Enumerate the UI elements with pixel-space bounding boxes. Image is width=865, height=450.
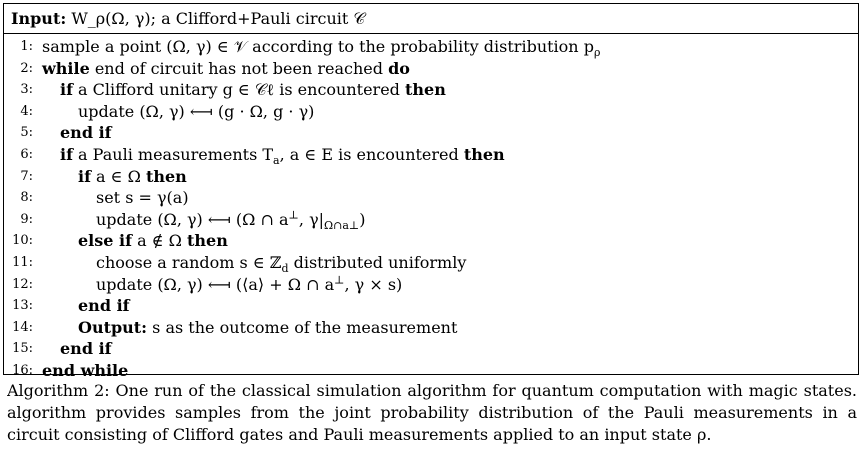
line-code xyxy=(42,36,600,58)
code-text: ⊥ xyxy=(334,273,345,287)
keyword: else if xyxy=(78,231,132,251)
caption-line-1: Algorithm 2: One run of the classical simulation algorithm for quantum computation with magic states. xyxy=(7,381,857,400)
code-text: a ∈ Ω xyxy=(90,166,146,186)
keyword: then xyxy=(405,80,446,100)
keyword: if xyxy=(78,166,91,186)
keyword: then xyxy=(463,145,505,164)
input-label: Input: xyxy=(11,9,67,28)
top-rule xyxy=(4,33,858,34)
keyword: while xyxy=(42,58,90,78)
line-code xyxy=(60,338,112,360)
algorithm-line xyxy=(4,187,854,209)
keyword: if xyxy=(60,80,73,100)
code-text: s as the outcome of the measurement xyxy=(147,317,458,337)
keyword: end if xyxy=(60,123,112,143)
algorithm-line xyxy=(4,274,854,296)
code-text: a Clifford unitary g ∈ 𝒞ℓ is encountered xyxy=(72,80,406,100)
keyword: then xyxy=(145,166,187,186)
code-text: set s = γ(a) xyxy=(96,188,189,208)
keyword: end while xyxy=(42,361,129,380)
code-text: , a ∈ E is encountered xyxy=(279,145,464,164)
keyword: do xyxy=(388,58,410,78)
algorithm-line xyxy=(4,338,854,360)
line-number: 4: xyxy=(20,103,33,119)
caption-line-2: algorithm provides samples from the joint probability distribution of the Pauli measurements in a xyxy=(7,403,857,422)
line-number: 8: xyxy=(20,190,33,206)
line-code xyxy=(96,252,466,274)
code-text: sample a point (Ω, γ) ∈ 𝒱 according to the probability distribution p xyxy=(42,37,594,56)
code-text: ⊥ xyxy=(288,208,299,222)
line-code xyxy=(96,187,189,209)
line-code xyxy=(78,230,228,252)
line-code xyxy=(42,360,128,382)
code-text: d xyxy=(281,262,289,276)
line-code xyxy=(78,101,314,123)
line-number: 10: xyxy=(12,233,33,249)
algorithm-line xyxy=(4,360,854,382)
line-number: 11: xyxy=(12,255,33,270)
algorithm-line xyxy=(4,166,854,188)
algorithm-box xyxy=(3,3,859,380)
keyword: end if xyxy=(78,296,130,316)
code-text: , γ| xyxy=(298,209,325,229)
algorithm-line xyxy=(4,79,854,101)
code-text: update (Ω, γ) ⟻ (⟨a⟩ + Ω ∩ a xyxy=(96,274,335,294)
line-code xyxy=(96,209,366,231)
line-code xyxy=(78,166,187,188)
code-text: Ω∩a⊥ xyxy=(324,218,360,232)
keyword: end if xyxy=(60,339,112,359)
algorithm-line xyxy=(4,230,854,252)
input-text: W_ρ(Ω, γ); a Clifford+Pauli circuit 𝒞 xyxy=(71,9,366,28)
keyword: if xyxy=(60,145,73,164)
line-number: 3: xyxy=(20,82,33,98)
code-text: choose a random s ∈ ℤ xyxy=(96,253,282,272)
algorithm-line xyxy=(4,36,854,58)
algorithm-line xyxy=(4,58,854,80)
line-number: 6: xyxy=(20,147,33,162)
line-number: 7: xyxy=(20,168,33,184)
line-number: 13: xyxy=(12,298,33,314)
algorithm-line xyxy=(4,317,854,339)
code-text: ) xyxy=(359,209,366,229)
line-number: 1: xyxy=(20,39,33,54)
algorithm-line xyxy=(4,101,854,123)
line-number: 15: xyxy=(12,341,33,357)
line-number: 14: xyxy=(12,319,33,335)
algorithm-line xyxy=(4,295,854,317)
code-text: update (Ω, γ) ⟻ (Ω ∩ a xyxy=(96,209,289,229)
bottom-rule xyxy=(4,374,858,375)
line-code xyxy=(42,58,410,80)
line-code xyxy=(60,122,112,144)
code-text: distributed uniformly xyxy=(288,253,467,272)
line-number: 9: xyxy=(20,211,33,227)
line-number: 16: xyxy=(12,363,33,378)
code-text: end of circuit has not been reached xyxy=(89,58,389,78)
algorithm-line xyxy=(4,209,854,231)
keyword: then xyxy=(186,231,228,251)
line-number: 12: xyxy=(12,276,33,292)
code-text: a ∉ Ω xyxy=(131,231,187,251)
line-code xyxy=(78,295,130,317)
code-text: ρ xyxy=(593,46,601,60)
line-code xyxy=(60,79,446,101)
algorithm-caption xyxy=(7,380,857,446)
algorithm-line xyxy=(4,252,854,274)
line-number: 2: xyxy=(20,60,33,76)
line-code xyxy=(78,317,457,339)
caption-line-3: circuit consisting of Clifford gates and Pauli measurements applied to an input state ρ. xyxy=(7,425,712,444)
algorithm-input-line xyxy=(11,8,365,30)
algorithm-line xyxy=(4,122,854,144)
code-text: a xyxy=(273,154,280,168)
line-number: 5: xyxy=(20,125,33,141)
code-text: , γ × s) xyxy=(344,274,403,294)
code-text: update (Ω, γ) ⟻ (g · Ω, g · γ) xyxy=(78,101,315,121)
code-text: a Pauli measurements T xyxy=(72,145,274,164)
line-code xyxy=(60,144,505,166)
keyword: Output: xyxy=(78,317,148,337)
line-code xyxy=(96,274,402,296)
algorithm-line xyxy=(4,144,854,166)
